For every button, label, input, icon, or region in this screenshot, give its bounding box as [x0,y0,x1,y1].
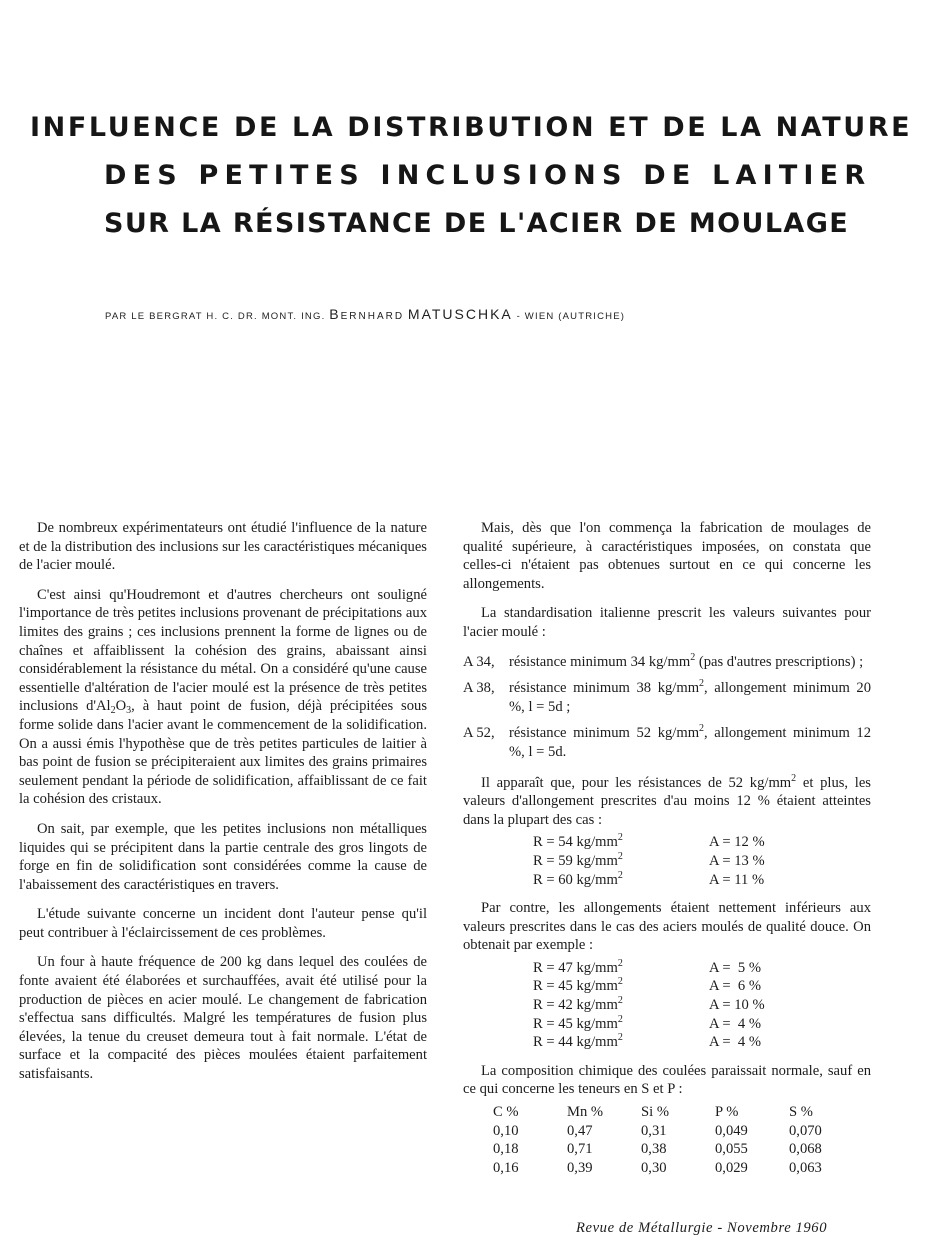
right-paragraph-4: Par contre, les allongements étaient nettement inférieurs aux valeurs prescrites dans le cas des aciers moulés de qualité douce. On obtenait par exemple : [463,900,871,954]
right-column [463,519,871,1177]
right-paragraph-2: La standardisation italienne prescrit les valeurs suivantes pour l'acier moulé : [463,605,871,640]
table-row: R = 45 $kg/mm^2$ A = 6 % [533,976,762,995]
table-row: 0,18 0,71 0,38 0,055 0,068 [493,1141,822,1158]
table-row: R = 47 $kg/mm^2$ A = 5 % [533,958,762,976]
author-byline [105,306,625,322]
left-paragraph-1: De nombreux expérimentateurs ont étudié l'influence de la nature et de la distribution des inclusions sur les caractéristiques mécaniques de l'acier moulé. [19,520,427,574]
table-header-row: C % Mn % Si % P % S % [493,1104,813,1121]
title-line-1: INFLUENCE DE LA DISTRIBUTION ET DE LA NATURE [30,112,913,143]
left-column [19,519,427,1095]
byline-suffix: - WIEN (AUTRICHE) [516,311,626,322]
title-line-2: DES PETITES INCLUSIONS DE LAITIER [104,160,872,191]
table-row: R = 44 $kg/mm^2$ A = 4 % [533,1032,762,1051]
left-paragraph-3: On sait, par exemple, que les petites inclusions non métalliques liquides qui se précipitent dans la partie centrale des gros lingots de forge en fin de solidification sont considérées comme la cause de l'abaissement des caractéristiques en travers. [19,820,427,893]
standard-item: A 38, résistance minimum 38 $kg/mm^2$, allongement minimum 20 %, l = 5d ; [463,678,871,715]
values-table-high-strength [533,833,765,889]
right-paragraph-3: Il apparaît que, pour les résistances de 52 $kg/mm^2$ et plus, les valeurs d'allongement prescrites d'au moins 12 % étaient atteintes dans la plupart des cas : [463,772,871,828]
table-row: R = 60 $kg/mm^2$ A = 11 % [533,869,765,888]
author-first-name: Bernhard [329,306,405,322]
left-paragraph-5: Un four à haute fréquence de 200 kg dans lequel des coulées de fonte avaient été élaborées et surchauffées, avait été utilisé pour la production de pièces en acier moulé. Le changement de fabrication s'effectua sans difficultés. Malgré les températures de fusion plus élevées, la tenue du creuset demeura tout à fait normale. L'état de surface et la compacité des pièces moulées étaient parfaitement satisfaisants. [19,954,427,1083]
right-paragraph-1: Mais, dès que l'on commença la fabrication de moulages de qualité supérieure, à caractéristiques imposées, on constata que celles-ci n'étaient pas obtenues surtout en ce qui concerne les allongements. [463,520,871,592]
right-paragraph-5: La composition chimique des coulées paraissait normale, sauf en ce qui concerne les teneurs en S et P : [463,1062,871,1098]
byline-prefix: PAR LE BERGRAT H. C. DR. MONT. ING. [105,311,326,322]
author-last-name: MATUSCHKA [407,306,513,322]
table-row: R = 45 $kg/mm^2$ A = 4 % [533,1013,762,1032]
left-paragraph-2: C'est ainsi qu'Houdremont et d'autres chercheurs ont souligné l'importance de très petites inclusions provenant de précipitations aux limites des grains ; ces inclusions prennent la forme de lignes ou de chaînes et affaiblissent la cohésion des grains, abaissant ainsi considérablement la résistance du métal. On a considéré qu'une cause essentielle d'altération de l'acier moulé est la présence de très petites inclusions $d'Al_2O_3$, à haut point de fusion, déjà précipitées sous forme solide dans l'acier avant le commencement de la solidification. On a aussi émis l'hypothèse que de très petites particules de laitier à bas point de fusion se précipiteraient aux limites des grains primaires seulement pendant la période de solidification, affaiblissant de ce fait la cohésion des cristaux. [19,586,427,808]
table-row: R = 42 $kg/mm^2$ A = 10 % [533,995,765,1014]
left-paragraph-4: L'étude suivante concerne un incident dont l'auteur pense qu'il peut contribuer à l'éclaircissement de ces problèmes. [19,906,427,941]
table-row: 0,16 0,39 0,30 0,029 0,063 [493,1159,822,1176]
table-row: R = 59 $kg/mm^2$ A = 13 % [533,851,765,869]
title-line-3: SUR LA RÉSISTANCE DE L'ACIER DE MOULAGE [104,208,850,239]
table-row: 0,10 0,47 0,31 0,049 0,070 [493,1122,822,1139]
composition-table [493,1103,863,1177]
values-table-soft [533,959,765,1052]
standard-item: A 34, résistance minimum 34 $kg/mm^2$ (pas d'autres prescriptions) ; [463,651,864,670]
standard-item: A 52, résistance minimum 52 $kg/mm^2$, allongement minimum 12 %, l = 5d. [463,723,871,760]
journal-footer: Revue de Métallurgie - Novembre 1960 [576,1220,828,1236]
table-row: R = 54 $kg/mm^2$ A = 12 % [533,832,765,851]
